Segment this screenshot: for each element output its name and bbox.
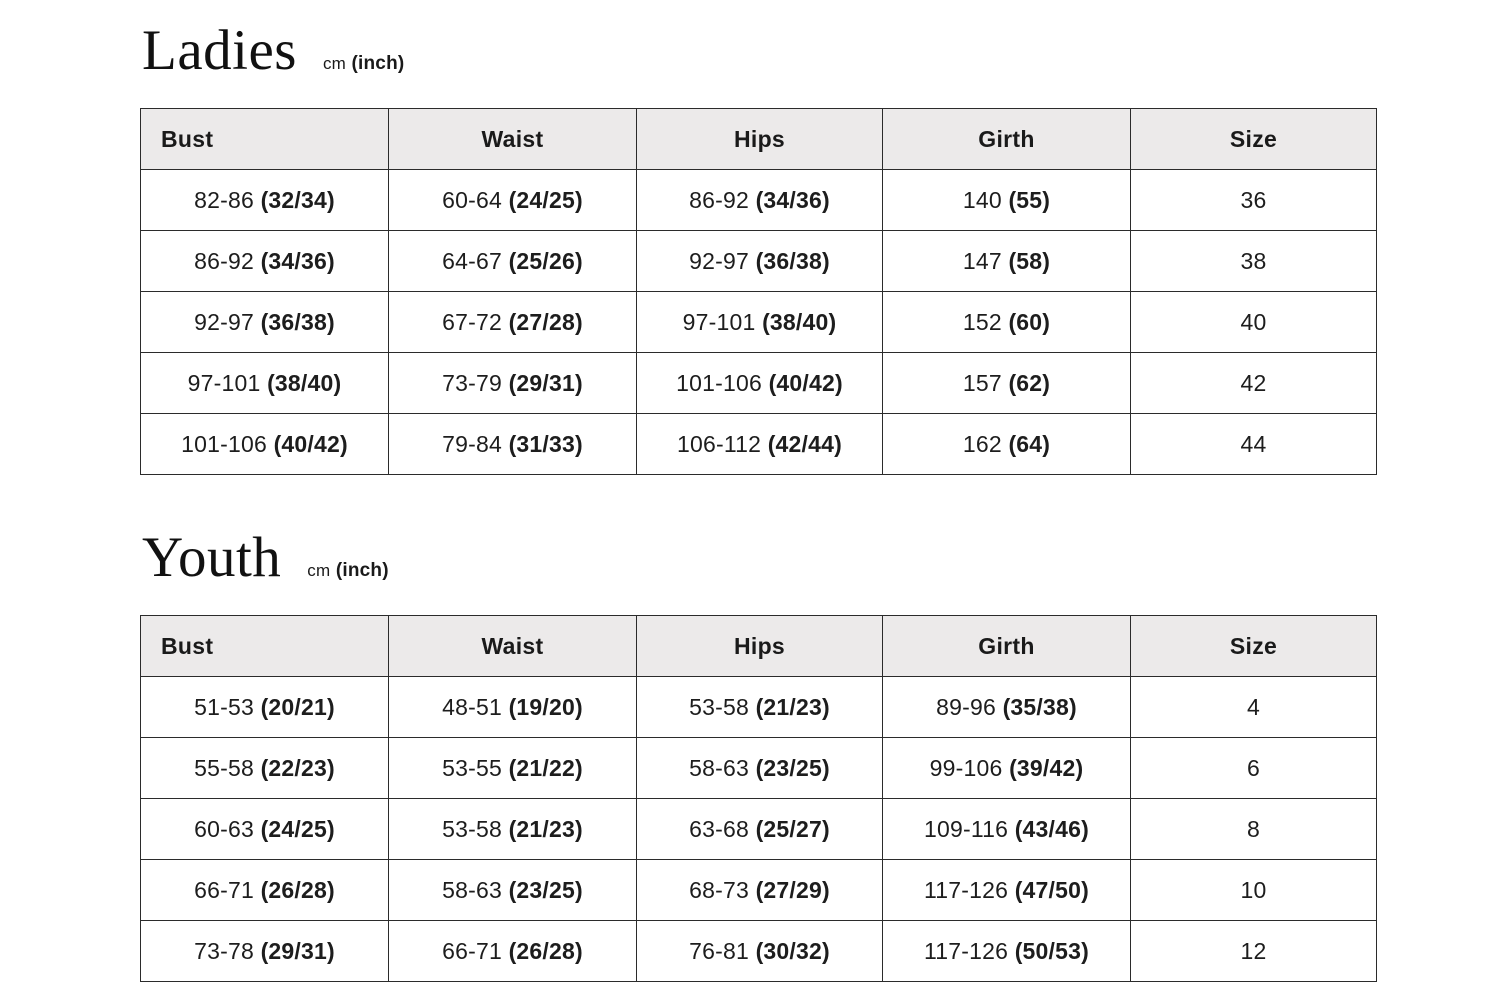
cell-value-cm: 106-112	[677, 430, 762, 457]
table-row	[141, 921, 1377, 982]
table-body	[141, 677, 1377, 982]
column-header-hips: Hips	[637, 616, 883, 677]
cell-value-cm: 89-96	[936, 693, 996, 720]
cell-value-inch: (55)	[1008, 186, 1051, 213]
cell-value-cm: 42	[1240, 369, 1267, 396]
table-header-row	[141, 616, 1377, 677]
cell-girth	[883, 921, 1131, 982]
cell-value-cm: 76-81	[689, 937, 749, 964]
size-section-ladies	[140, 20, 1376, 475]
cell-waist	[389, 921, 637, 982]
cell-value-cm: 55-58	[194, 754, 254, 781]
unit-inch-label: (inch)	[351, 53, 405, 74]
cell-girth	[883, 292, 1131, 353]
cell-value-cm: 4	[1247, 693, 1260, 720]
cell-bust	[141, 231, 389, 292]
table-row	[141, 799, 1377, 860]
cell-hips	[637, 231, 883, 292]
cell-value-cm: 147	[962, 247, 1002, 274]
cell-value-inch: (29/31)	[260, 937, 335, 964]
cell-waist	[389, 170, 637, 231]
cell-value-cm: 10	[1240, 876, 1267, 903]
section-title-youth: Youth	[142, 526, 282, 589]
cell-value-inch: (25/26)	[508, 247, 583, 274]
cell-bust	[141, 170, 389, 231]
cell-value-cm: 68-73	[689, 876, 749, 903]
cell-size	[1131, 414, 1377, 475]
cell-hips	[637, 353, 883, 414]
cell-size	[1131, 677, 1377, 738]
column-header-hips: Hips	[637, 109, 883, 170]
cell-bust	[141, 921, 389, 982]
cell-value-cm: 36	[1240, 186, 1267, 213]
cell-value-cm: 44	[1240, 430, 1267, 457]
cell-value-inch: (21/22)	[508, 754, 583, 781]
cell-value-inch: (43/46)	[1014, 815, 1089, 842]
cell-value-inch: (60)	[1008, 308, 1051, 335]
cell-hips	[637, 170, 883, 231]
size-table-youth	[140, 615, 1377, 982]
cell-waist	[389, 677, 637, 738]
size-table-ladies	[140, 108, 1377, 475]
cell-value-cm: 79-84	[442, 430, 502, 457]
cell-value-cm: 117-126	[924, 937, 1009, 964]
cell-size	[1131, 231, 1377, 292]
cell-value-cm: 66-71	[194, 876, 254, 903]
cell-value-inch: (36/38)	[260, 308, 335, 335]
cell-value-inch: (40/42)	[768, 369, 843, 396]
cell-size	[1131, 860, 1377, 921]
table-body	[141, 170, 1377, 475]
column-header-waist: Waist	[389, 616, 637, 677]
cell-bust	[141, 799, 389, 860]
cell-value-cm: 86-92	[194, 247, 254, 274]
cell-value-cm: 140	[962, 186, 1002, 213]
cell-value-cm: 8	[1247, 815, 1260, 842]
cell-value-cm: 53-55	[442, 754, 502, 781]
cell-value-inch: (26/28)	[508, 937, 583, 964]
cell-value-inch: (40/42)	[273, 430, 348, 457]
cell-value-inch: (23/25)	[508, 876, 583, 903]
cell-size	[1131, 738, 1377, 799]
cell-value-inch: (31/33)	[508, 430, 583, 457]
cell-value-inch: (21/23)	[508, 815, 583, 842]
cell-value-cm: 157	[962, 369, 1002, 396]
cell-waist	[389, 738, 637, 799]
cell-value-inch: (21/23)	[755, 693, 830, 720]
cell-bust	[141, 353, 389, 414]
cell-value-cm: 60-64	[442, 186, 502, 213]
cell-value-cm: 51-53	[194, 693, 254, 720]
cell-waist	[389, 231, 637, 292]
cell-bust	[141, 414, 389, 475]
cell-hips	[637, 738, 883, 799]
cell-value-cm: 162	[962, 430, 1002, 457]
cell-value-cm: 73-78	[194, 937, 254, 964]
cell-value-inch: (34/36)	[260, 247, 335, 274]
cell-value-inch: (36/38)	[755, 247, 830, 274]
cell-value-cm: 60-63	[194, 815, 254, 842]
unit-inch-label: (inch)	[335, 560, 389, 581]
unit-note	[307, 560, 388, 582]
table-row	[141, 353, 1377, 414]
section-title-ladies: Ladies	[142, 19, 297, 82]
cell-hips	[637, 292, 883, 353]
column-header-size: Size	[1131, 109, 1377, 170]
cell-value-inch: (42/44)	[767, 430, 842, 457]
cell-size	[1131, 353, 1377, 414]
cell-value-inch: (38/40)	[267, 369, 342, 396]
cell-value-inch: (27/29)	[755, 876, 830, 903]
cell-hips	[637, 677, 883, 738]
cell-value-inch: (23/25)	[755, 754, 830, 781]
cell-value-cm: 73-79	[442, 369, 502, 396]
cell-bust	[141, 738, 389, 799]
cell-value-inch: (22/23)	[260, 754, 335, 781]
cell-bust	[141, 677, 389, 738]
cell-value-cm: 66-71	[442, 937, 502, 964]
cell-value-cm: 101-106	[181, 430, 267, 457]
cell-waist	[389, 860, 637, 921]
cell-value-cm: 12	[1240, 937, 1267, 964]
cell-value-cm: 92-97	[689, 247, 749, 274]
cell-value-inch: (30/32)	[755, 937, 830, 964]
cell-hips	[637, 860, 883, 921]
cell-value-inch: (27/28)	[508, 308, 583, 335]
cell-value-inch: (47/50)	[1014, 876, 1089, 903]
cell-bust	[141, 860, 389, 921]
table-row	[141, 292, 1377, 353]
cell-value-cm: 92-97	[194, 308, 254, 335]
cell-value-cm: 53-58	[689, 693, 749, 720]
cell-girth	[883, 353, 1131, 414]
table-row	[141, 677, 1377, 738]
cell-value-inch: (24/25)	[508, 186, 583, 213]
cell-value-cm: 48-51	[442, 693, 502, 720]
cell-value-cm: 58-63	[689, 754, 749, 781]
cell-girth	[883, 799, 1131, 860]
table-row	[141, 231, 1377, 292]
cell-value-cm: 97-101	[187, 369, 261, 396]
cell-value-inch: (34/36)	[755, 186, 830, 213]
table-row	[141, 860, 1377, 921]
cell-value-inch: (50/53)	[1014, 937, 1089, 964]
table-row	[141, 414, 1377, 475]
cell-value-cm: 40	[1240, 308, 1267, 335]
section-header	[142, 20, 1376, 82]
cell-hips	[637, 799, 883, 860]
cell-waist	[389, 414, 637, 475]
cell-value-inch: (64)	[1008, 430, 1051, 457]
unit-cm-label: cm	[322, 54, 346, 73]
unit-note	[323, 53, 404, 75]
column-header-girth: Girth	[883, 616, 1131, 677]
cell-value-cm: 82-86	[194, 186, 254, 213]
cell-value-inch: (58)	[1008, 247, 1051, 274]
cell-value-cm: 109-116	[924, 815, 1009, 842]
cell-value-inch: (20/21)	[260, 693, 335, 720]
cell-value-cm: 63-68	[689, 815, 749, 842]
cell-hips	[637, 921, 883, 982]
cell-value-cm: 38	[1240, 247, 1267, 274]
cell-value-cm: 97-101	[682, 308, 756, 335]
cell-bust	[141, 292, 389, 353]
cell-value-inch: (26/28)	[260, 876, 335, 903]
column-header-bust: Bust	[141, 109, 389, 170]
cell-value-inch: (19/20)	[508, 693, 583, 720]
section-header	[142, 527, 1376, 589]
column-header-girth: Girth	[883, 109, 1131, 170]
cell-value-inch: (38/40)	[762, 308, 837, 335]
cell-value-cm: 101-106	[676, 369, 762, 396]
cell-value-cm: 152	[962, 308, 1002, 335]
cell-waist	[389, 799, 637, 860]
cell-size	[1131, 921, 1377, 982]
column-header-bust: Bust	[141, 616, 389, 677]
column-header-waist: Waist	[389, 109, 637, 170]
cell-value-inch: (35/38)	[1002, 693, 1077, 720]
cell-waist	[389, 353, 637, 414]
cell-size	[1131, 292, 1377, 353]
cell-girth	[883, 677, 1131, 738]
cell-value-cm: 99-106	[929, 754, 1003, 781]
size-section-youth	[140, 527, 1376, 982]
cell-waist	[389, 292, 637, 353]
cell-girth	[883, 414, 1131, 475]
cell-value-cm: 6	[1247, 754, 1260, 781]
cell-value-inch: (25/27)	[755, 815, 830, 842]
cell-girth	[883, 231, 1131, 292]
column-header-size: Size	[1131, 616, 1377, 677]
cell-hips	[637, 414, 883, 475]
cell-value-cm: 86-92	[689, 186, 749, 213]
table-header-row	[141, 109, 1377, 170]
cell-girth	[883, 860, 1131, 921]
cell-value-inch: (29/31)	[508, 369, 583, 396]
cell-size	[1131, 799, 1377, 860]
cell-girth	[883, 738, 1131, 799]
cell-value-cm: 64-67	[442, 247, 502, 274]
table-row	[141, 738, 1377, 799]
cell-value-cm: 53-58	[442, 815, 502, 842]
table-row	[141, 170, 1377, 231]
cell-value-inch: (24/25)	[260, 815, 335, 842]
cell-value-inch: (62)	[1008, 369, 1051, 396]
cell-size	[1131, 170, 1377, 231]
unit-cm-label: cm	[307, 561, 331, 580]
cell-value-inch: (39/42)	[1009, 754, 1084, 781]
cell-value-cm: 58-63	[442, 876, 502, 903]
cell-value-cm: 117-126	[924, 876, 1009, 903]
cell-value-inch: (32/34)	[260, 186, 335, 213]
cell-girth	[883, 170, 1131, 231]
cell-value-cm: 67-72	[442, 308, 502, 335]
